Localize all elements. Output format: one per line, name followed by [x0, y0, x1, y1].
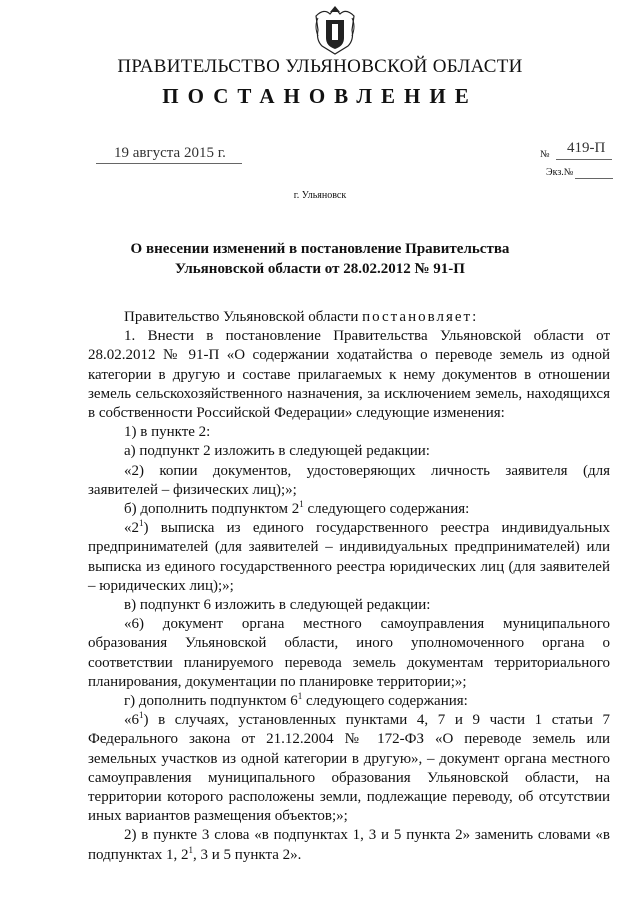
paragraph-2: 1) в пункте 2: — [124, 424, 211, 441]
intro-verb: постановляет: — [362, 309, 479, 325]
paragraph-5-text-a: б) дополнить подпунктом 2 — [124, 501, 300, 518]
number-underline — [556, 159, 612, 160]
paragraph-10-text-b: ) в случаях, установленных пунктами 4, 7 и 9 части 1 статьи 7 Федерального закона от 21.12.2004 № 172-ФЗ «О переводе земель или земельных участков из одной категории в другую», – документ органа местного самоуправления муниципального образования Ульяновской области, на территории которого расположены земли, подлежащие переводу, об отсутствии иных вариантов размещения объектов;»; — [88, 712, 610, 825]
government-name: ПРАВИТЕЛЬСТВО УЛЬЯНОВСКОЙ ОБЛАСТИ — [117, 56, 523, 77]
paragraph-1: 1. Внести в постановление Правительства Ульяновской области от 28.02.2012 № 91-П «О содержании ходатайства о переводе земель из одной категории в другую и составе прилагаемых к нему документов в отношении земель сельскохозяйственного назначения, за исключением земель, находящихся в собственности Российской Федерации» следующие изменения: — [88, 328, 610, 422]
document-type: ПОСТАНОВЛЕНИЕ — [162, 84, 478, 108]
paragraph-6-text-a: «2 — [124, 520, 139, 537]
copy-label: Экз.№ — [546, 167, 574, 178]
document-body — [88, 308, 610, 865]
intro-text: Правительство Ульяновской области — [124, 309, 363, 325]
paragraph-10-text-a: «6 — [124, 712, 139, 729]
title-line-1: О внесении изменений в постановление Правительства — [130, 241, 510, 257]
paragraph-9-sup: 1 — [297, 691, 303, 702]
paragraph-6-sup: 1 — [139, 518, 144, 529]
paragraph-11 — [88, 826, 610, 864]
paragraph-5-text-b: следующего содержания: — [303, 501, 470, 518]
paragraph-5-sup: 1 — [299, 499, 304, 510]
paragraph-9-text-b: следующего содержания: — [302, 693, 468, 710]
document-number: 419-П — [567, 140, 606, 156]
paragraph-10 — [88, 711, 610, 826]
paragraph-6-text-b: ) выписка из единого государственного реестра индивидуальных предпринимателей (для заявителей – индивидуальных предпринимателей) или выписка из единого государственного реестра юридических лиц (для заявителей – юридических лиц);»; — [88, 520, 610, 594]
paragraph-9-text-a: г) дополнить подпунктом 6 — [124, 693, 298, 710]
intro-paragraph — [88, 308, 610, 327]
paragraph-3: а) подпункт 2 изложить в следующей редакции: — [124, 443, 430, 460]
document-date: 19 августа 2015 г. — [114, 145, 226, 161]
paragraph-8: «6) документ органа местного самоуправления муниципального образования Ульяновской области, иного уполномоченного органа о соответствии планируемого перевода земель документам территориального планирования, документации по планировке территории;»; — [88, 616, 610, 690]
paragraph-11-text-a: 2) в пункте 3 слова «в подпунктах 1, 3 и 5 пункта 2» заменить словами «в подпунктах 1, 2 — [88, 827, 610, 863]
paragraph-11-sup: 1 — [188, 844, 194, 855]
number-prefix: № — [540, 149, 550, 160]
paragraph-11-text-b: , 3 и 5 пункта 2». — [193, 846, 302, 863]
paragraph-10-sup: 1 — [139, 710, 144, 721]
city: г. Ульяновск — [293, 190, 347, 201]
paragraph-6 — [88, 519, 610, 596]
paragraph-5 — [88, 500, 610, 519]
document-title — [90, 239, 550, 279]
paragraph-9 — [88, 692, 610, 711]
copy-underline — [575, 178, 613, 179]
date-underline — [96, 163, 242, 164]
paragraph-4: «2) копии документов, удостоверяющих личность заявителя (для заявителей – физических лиц);»; — [88, 462, 610, 498]
title-line-2: Ульяновской области от 28.02.2012 № 91-П — [175, 261, 465, 277]
coat-of-arms-icon — [312, 6, 358, 56]
paragraph-7: в) подпункт 6 изложить в следующей редакции: — [124, 597, 431, 614]
